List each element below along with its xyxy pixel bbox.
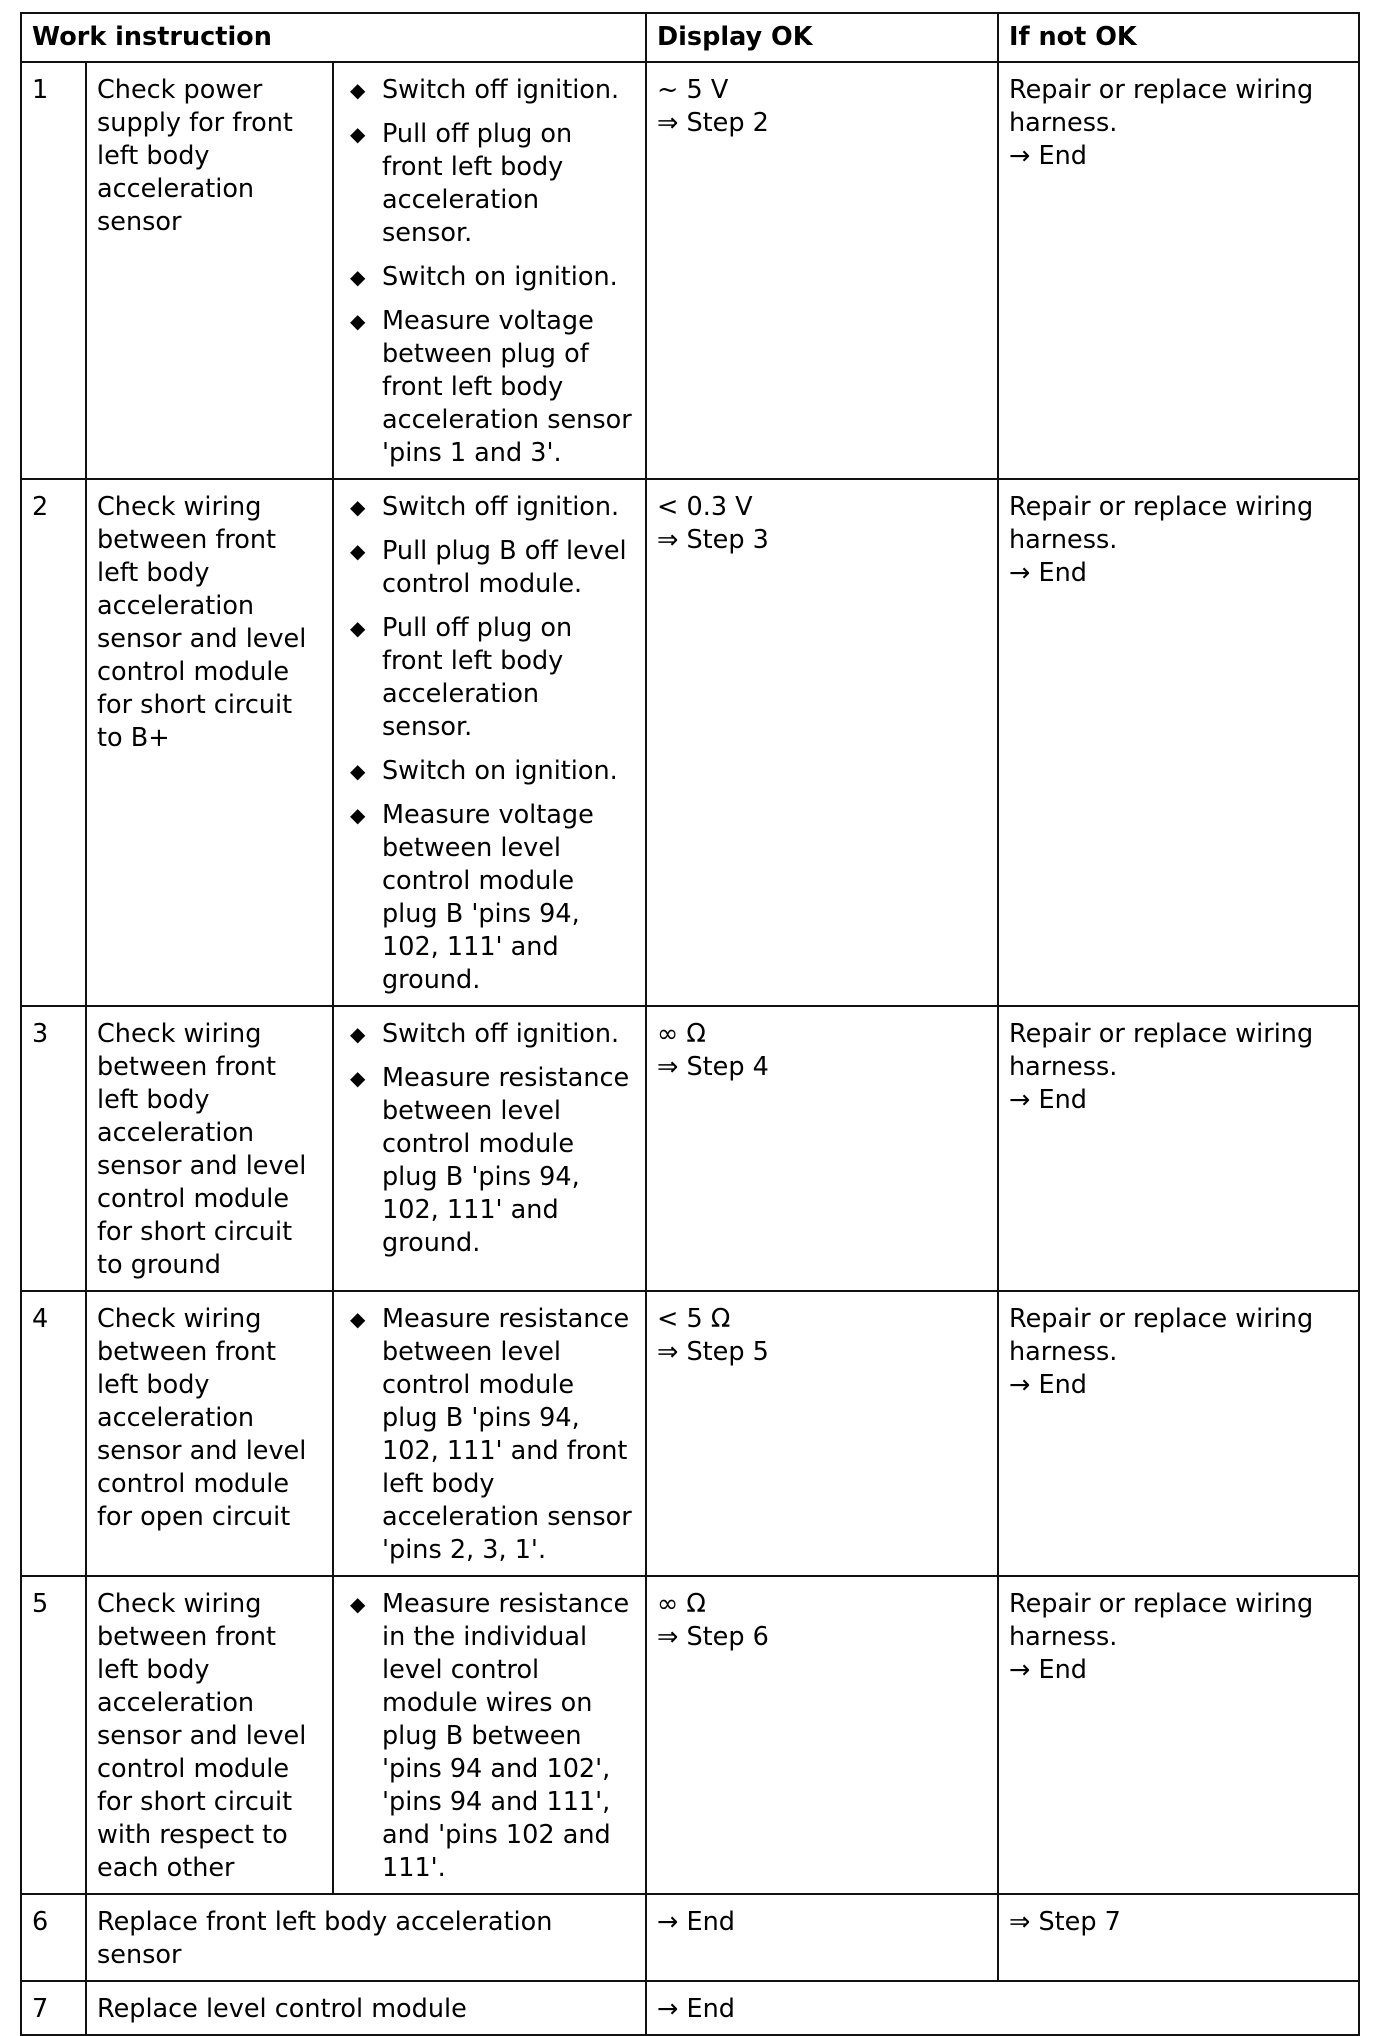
diamond-bullet-icon: ◆ [350, 309, 366, 333]
diamond-bullet-icon: ◆ [350, 1307, 366, 1331]
check-description: Check wiring between front left body acceleration sensor and level control module for open circuit [86, 1291, 333, 1576]
display-ok-cell: → End [646, 1894, 998, 1981]
if-not-ok-next: → End [1009, 1370, 1087, 1400]
check-description: Replace front left body acceleration sensor [86, 1894, 646, 1981]
if-not-ok-cell [998, 1006, 1359, 1291]
diamond-bullet-icon: ◆ [350, 803, 366, 827]
action-item: ◆ Pull off plug on front left body acceleration sensor. [350, 613, 573, 742]
step-row [21, 62, 1359, 479]
action-item: ◆ Measure resistance in the individual level control module wires on plug B between 'pins 94 and 102', 'pins 94 and 111', and 'pins 102 and 111'. [350, 1589, 630, 1883]
step-row [21, 1894, 1359, 1981]
diamond-bullet-icon: ◆ [350, 616, 366, 640]
action-item: ◆ Pull off plug on front left body acceleration sensor. [350, 119, 573, 248]
if-not-ok-cell [998, 62, 1359, 479]
action-item: ◆ Measure resistance between level control module plug B 'pins 94, 102, 111' and ground. [350, 1063, 630, 1258]
if-not-ok-action: Repair or replace wiring harness. [1009, 75, 1314, 138]
step-row [21, 1981, 1359, 2035]
diamond-bullet-icon: ◆ [350, 1066, 366, 1090]
if-not-ok-action: Repair or replace wiring harness. [1009, 1304, 1314, 1367]
diamond-bullet-icon: ◆ [350, 495, 366, 519]
check-description: Check wiring between front left body acceleration sensor and level control module for short circuit with respect to each other [86, 1576, 333, 1894]
if-not-ok-cell [998, 1291, 1359, 1576]
display-ok-cell [646, 1006, 998, 1291]
step-row [21, 479, 1359, 1006]
diamond-bullet-icon: ◆ [350, 539, 366, 563]
diamond-bullet-icon: ◆ [350, 759, 366, 783]
if-not-ok-action: Repair or replace wiring harness. [1009, 1019, 1314, 1082]
action-item: ◆ Switch on ignition. [350, 756, 618, 786]
action-list [344, 74, 635, 470]
action-item: ◆ Measure voltage between plug of front left body acceleration sensor 'pins 1 and 3'. [350, 306, 632, 468]
step-row [21, 1006, 1359, 1291]
action-list-cell [333, 1576, 646, 1894]
diamond-bullet-icon: ◆ [350, 265, 366, 289]
display-ok-next: ⇒ Step 2 [657, 108, 769, 138]
display-ok-value: ∞ Ω [657, 1019, 706, 1049]
display-ok-value: ~ 5 V [657, 75, 729, 105]
display-ok-value: < 0.3 V [657, 492, 753, 522]
action-list-cell [333, 1291, 646, 1576]
display-ok-cell [646, 479, 998, 1006]
display-ok-value: < 5 Ω [657, 1304, 731, 1334]
if-not-ok-cell: ⇒ Step 7 [998, 1894, 1359, 1981]
header-work-instruction: Work instruction [21, 13, 646, 62]
check-description: Check power supply for front left body acceleration sensor [86, 62, 333, 479]
display-ok-cell: → End [646, 1981, 1359, 2035]
if-not-ok-next: → End [1009, 558, 1087, 588]
if-not-ok-action: Repair or replace wiring harness. [1009, 1589, 1314, 1652]
display-ok-cell [646, 62, 998, 479]
action-list-cell [333, 1006, 646, 1291]
action-list [344, 1588, 635, 1885]
step-row [21, 1291, 1359, 1576]
if-not-ok-next: → End [1009, 1085, 1087, 1115]
step-number: 4 [21, 1291, 86, 1576]
display-ok-cell [646, 1576, 998, 1894]
action-item: ◆ Measure resistance between level control module plug B 'pins 94, 102, 111' and front left body acceleration sensor 'pins 2, 3, 1'. [350, 1304, 632, 1565]
header-display-ok: Display OK [646, 13, 998, 62]
step-number: 2 [21, 479, 86, 1006]
if-not-ok-next: → End [1009, 141, 1087, 171]
action-list-cell [333, 62, 646, 479]
step-number: 6 [21, 1894, 86, 1981]
action-item: ◆ Switch on ignition. [350, 262, 618, 292]
diamond-bullet-icon: ◆ [350, 1592, 366, 1616]
display-ok-next: ⇒ Step 6 [657, 1622, 769, 1652]
action-item: ◆ Switch off ignition. [350, 1019, 620, 1049]
header-if-not-ok: If not OK [998, 13, 1359, 62]
display-ok-next: ⇒ Step 4 [657, 1052, 769, 1082]
diamond-bullet-icon: ◆ [350, 1022, 366, 1046]
action-item: ◆ Measure voltage between level control module plug B 'pins 94, 102, 111' and ground. [350, 800, 594, 995]
action-list-cell [333, 479, 646, 1006]
diamond-bullet-icon: ◆ [350, 122, 366, 146]
display-ok-next: ⇒ Step 5 [657, 1337, 769, 1367]
action-list [344, 1018, 635, 1260]
check-description: Check wiring between front left body acceleration sensor and level control module for short circuit to B+ [86, 479, 333, 1006]
action-item: ◆ Switch off ignition. [350, 492, 620, 522]
step-number: 1 [21, 62, 86, 479]
if-not-ok-cell [998, 479, 1359, 1006]
diamond-bullet-icon: ◆ [350, 78, 366, 102]
step-number: 7 [21, 1981, 86, 2035]
if-not-ok-next: → End [1009, 1655, 1087, 1685]
display-ok-next: ⇒ Step 3 [657, 525, 769, 555]
if-not-ok-action: Repair or replace wiring harness. [1009, 492, 1314, 555]
work-instruction-table [20, 12, 1360, 2036]
check-description: Check wiring between front left body acceleration sensor and level control module for short circuit to ground [86, 1006, 333, 1291]
step-row [21, 1576, 1359, 1894]
check-description: Replace level control module [86, 1981, 646, 2035]
header-row [21, 13, 1359, 62]
action-list [344, 491, 635, 997]
display-ok-cell [646, 1291, 998, 1576]
action-item: ◆ Pull plug B off level control module. [350, 536, 627, 599]
display-ok-value: ∞ Ω [657, 1589, 706, 1619]
if-not-ok-cell [998, 1576, 1359, 1894]
step-number: 3 [21, 1006, 86, 1291]
step-number: 5 [21, 1576, 86, 1894]
action-list [344, 1303, 635, 1567]
action-item: ◆ Switch off ignition. [350, 75, 620, 105]
